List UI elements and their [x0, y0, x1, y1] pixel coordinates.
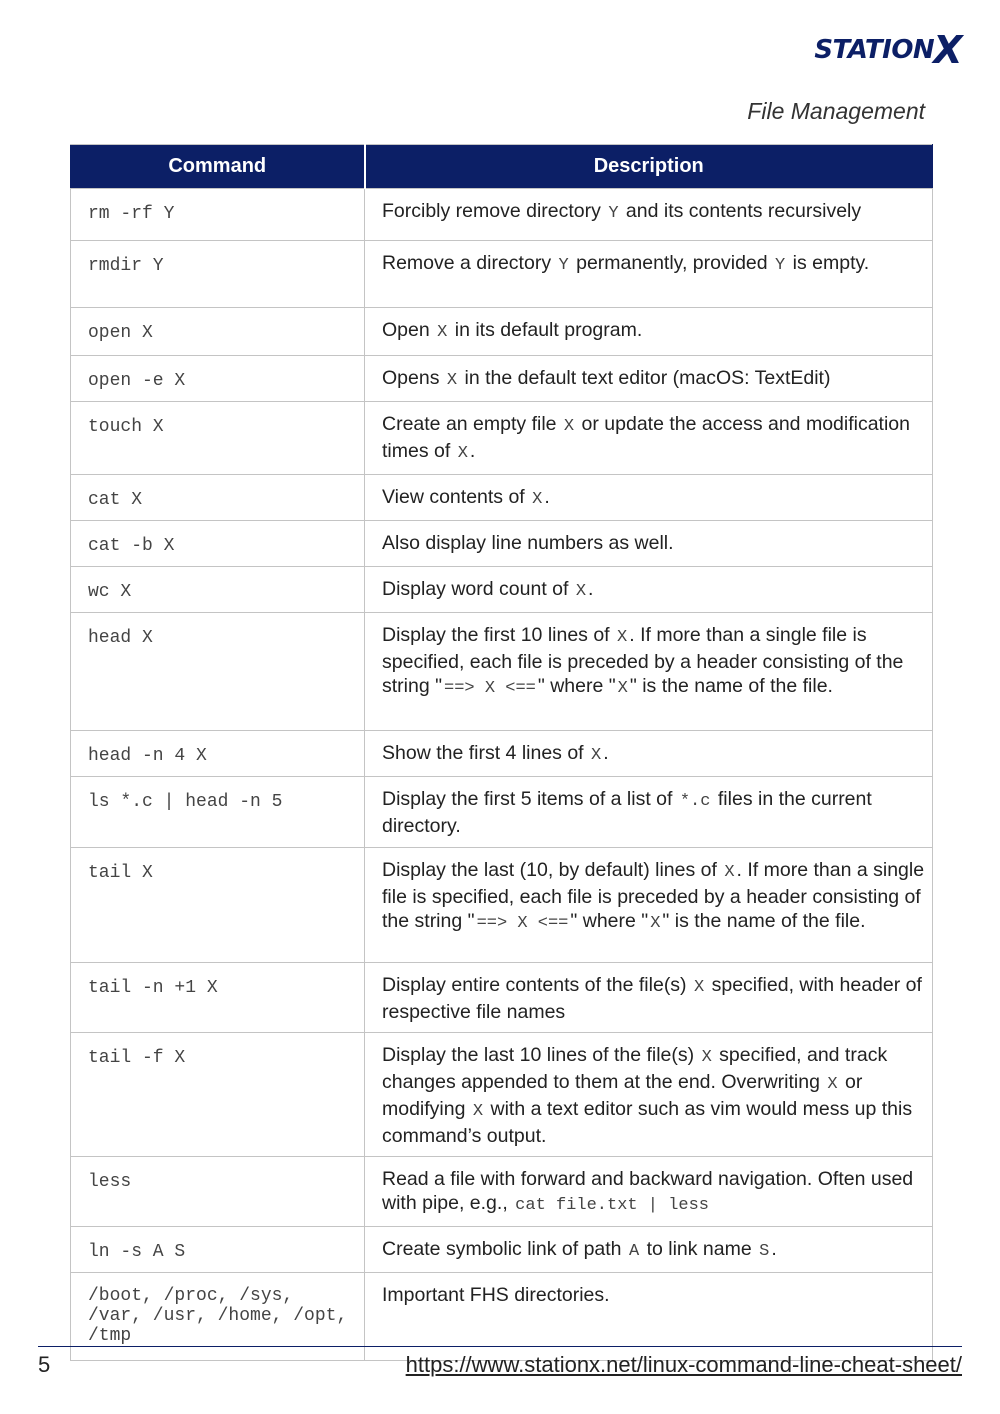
description-text: Display the last 10 lines of the file(s): [382, 1044, 700, 1066]
inline-code: ==> X <==: [476, 914, 569, 933]
description-text: .: [469, 440, 476, 462]
table-row: [71, 777, 933, 848]
command-cell: cat X: [71, 475, 365, 521]
command-cell: /boot, /proc, /sys, /var, /usr, /home, /opt, /tmp: [71, 1273, 365, 1361]
description-text: " where ": [537, 675, 616, 697]
description-cell: [365, 567, 933, 613]
command-cell: head -n 4 X: [71, 731, 365, 777]
inline-code: X: [693, 978, 705, 997]
table-row: [71, 1227, 933, 1273]
description-text: Display entire contents of the file(s): [382, 974, 692, 996]
command-cell: tail -f X: [71, 1033, 365, 1157]
command-cell: cat -b X: [71, 521, 365, 567]
description-text: Remove a directory: [382, 252, 557, 274]
command-cell: touch X: [71, 402, 365, 475]
description-text: is empty.: [787, 252, 870, 274]
description-cell: [365, 402, 933, 475]
command-cell: less: [71, 1157, 365, 1227]
table-row: [71, 356, 933, 402]
description-text: .: [544, 486, 550, 508]
inline-code: X: [650, 914, 661, 933]
description-cell: [365, 521, 933, 567]
page-number: 5: [38, 1352, 51, 1377]
logo-x-mark: X: [933, 28, 962, 72]
table-row: [71, 567, 933, 613]
description-cell: [365, 1033, 933, 1157]
logo-wordmark: STATION: [814, 35, 935, 65]
inline-code: cat file.txt | less: [515, 1196, 710, 1215]
description-cell: [365, 777, 933, 848]
inline-code: X: [446, 371, 458, 390]
inline-code: S: [759, 1242, 770, 1261]
description-text: or update the access and modification times of: [382, 413, 910, 462]
command-table: [70, 144, 933, 1361]
command-cell: tail X: [71, 848, 365, 963]
footer-divider: [38, 1346, 962, 1347]
command-cell: head X: [71, 613, 365, 731]
description-text: in its default program.: [449, 319, 643, 341]
footer-url-link[interactable]: https://www.stationx.net/linux-command-line-cheat-sheet/: [405, 1352, 962, 1377]
command-cell: wc X: [71, 567, 365, 613]
description-text: or modifying: [382, 1071, 863, 1120]
description-cell: [365, 1227, 933, 1273]
table-row: [71, 1033, 933, 1157]
inline-code: X: [532, 490, 543, 509]
inline-code: X: [575, 582, 587, 601]
inline-code: X: [617, 628, 628, 647]
description-text: Display word count of: [382, 578, 574, 600]
inline-code: X: [617, 679, 628, 698]
inline-code: X: [701, 1048, 712, 1067]
description-cell: [365, 241, 933, 308]
inline-code: X: [724, 863, 735, 882]
description-text: with a text editor such as vim would mess up this command’s output.: [382, 1098, 913, 1147]
inline-code: Y: [558, 256, 569, 275]
description-text: Opens: [382, 367, 445, 389]
description-text: Read a file with forward and backward navigation. Often used with pipe, e.g.,: [382, 1168, 914, 1214]
description-cell: [365, 848, 933, 963]
description-text: " is the name of the file.: [662, 910, 866, 932]
description-text: .: [588, 578, 594, 600]
description-text: Display the last (10, by default) lines of: [382, 859, 723, 881]
table-header-row: [71, 145, 933, 189]
description-text: Important FHS directories.: [382, 1284, 610, 1306]
table-row: [71, 475, 933, 521]
inline-code: X: [472, 1102, 484, 1121]
table-row: [71, 963, 933, 1033]
description-text: Create an empty file: [382, 413, 562, 435]
table-row: [71, 1273, 933, 1361]
description-text: Display the first 10 lines of: [382, 624, 616, 646]
description-text: " where ": [570, 910, 649, 932]
description-text: " is the name of the file.: [629, 675, 833, 697]
description-text: Create symbolic link of path: [382, 1238, 627, 1260]
table-row: [71, 848, 933, 963]
inline-code: X: [437, 323, 448, 342]
section-title: File Management: [747, 98, 925, 124]
table-row: [71, 521, 933, 567]
table-row: [71, 189, 933, 241]
table-row: [71, 731, 933, 777]
description-text: Show the first 4 lines of: [382, 742, 590, 764]
description-text: . If more than a single file is specified, each file is preceded by a header consisting of the string ": [382, 624, 904, 697]
description-cell: [365, 189, 933, 241]
inline-code: X: [563, 417, 575, 436]
description-text: .: [771, 1238, 777, 1260]
description-text: to link name: [641, 1238, 758, 1260]
description-cell: [365, 1157, 933, 1227]
column-header-description: Description: [365, 145, 933, 189]
description-text: specified, and track changes appended to them at the end. Overwriting: [382, 1044, 888, 1093]
inline-code: X: [827, 1075, 838, 1094]
description-text: and its contents recursively: [620, 200, 862, 222]
table-row: [71, 613, 933, 731]
description-cell: [365, 963, 933, 1033]
description-text: Open: [382, 319, 436, 341]
inline-code: X: [591, 746, 602, 765]
description-text: Display the first 5 items of a list of: [382, 788, 678, 810]
description-text: permanently, provided: [570, 252, 774, 274]
description-text: View contents of: [382, 486, 531, 508]
description-cell: [365, 1273, 933, 1361]
table-row: [71, 1157, 933, 1227]
table-row: [71, 308, 933, 356]
command-cell: rm -rf Y: [71, 189, 365, 241]
description-cell: [365, 356, 933, 402]
table-row: [71, 402, 933, 475]
description-text: files in the current directory.: [382, 788, 872, 837]
command-cell: open X: [71, 308, 365, 356]
command-cell: ln -s A S: [71, 1227, 365, 1273]
description-cell: [365, 731, 933, 777]
description-text: specified, with header of respective file names: [382, 974, 922, 1023]
description-text: .: [603, 742, 609, 764]
inline-code: Y: [608, 204, 619, 223]
table-row: [71, 241, 933, 308]
inline-code: ==> X <==: [444, 679, 536, 698]
command-cell: open -e X: [71, 356, 365, 402]
inline-code: *.c: [679, 792, 711, 811]
stationx-logo: [814, 30, 962, 70]
description-text: Forcibly remove directory: [382, 200, 607, 222]
inline-code: A: [628, 1242, 640, 1261]
inline-code: X: [457, 444, 468, 463]
command-cell: ls *.c | head -n 5: [71, 777, 365, 848]
description-cell: [365, 475, 933, 521]
inline-code: Y: [775, 256, 786, 275]
description-cell: [365, 613, 933, 731]
command-cell: rmdir Y: [71, 241, 365, 308]
description-text: Also display line numbers as well.: [382, 532, 674, 554]
description-text: . If more than a single file is specified, each file is preceded by a header consisting of the string ": [382, 859, 925, 932]
description-cell: [365, 308, 933, 356]
column-header-command: Command: [71, 145, 365, 189]
description-text: in the default text editor (macOS: TextEdit): [459, 367, 831, 389]
command-cell: tail -n +1 X: [71, 963, 365, 1033]
